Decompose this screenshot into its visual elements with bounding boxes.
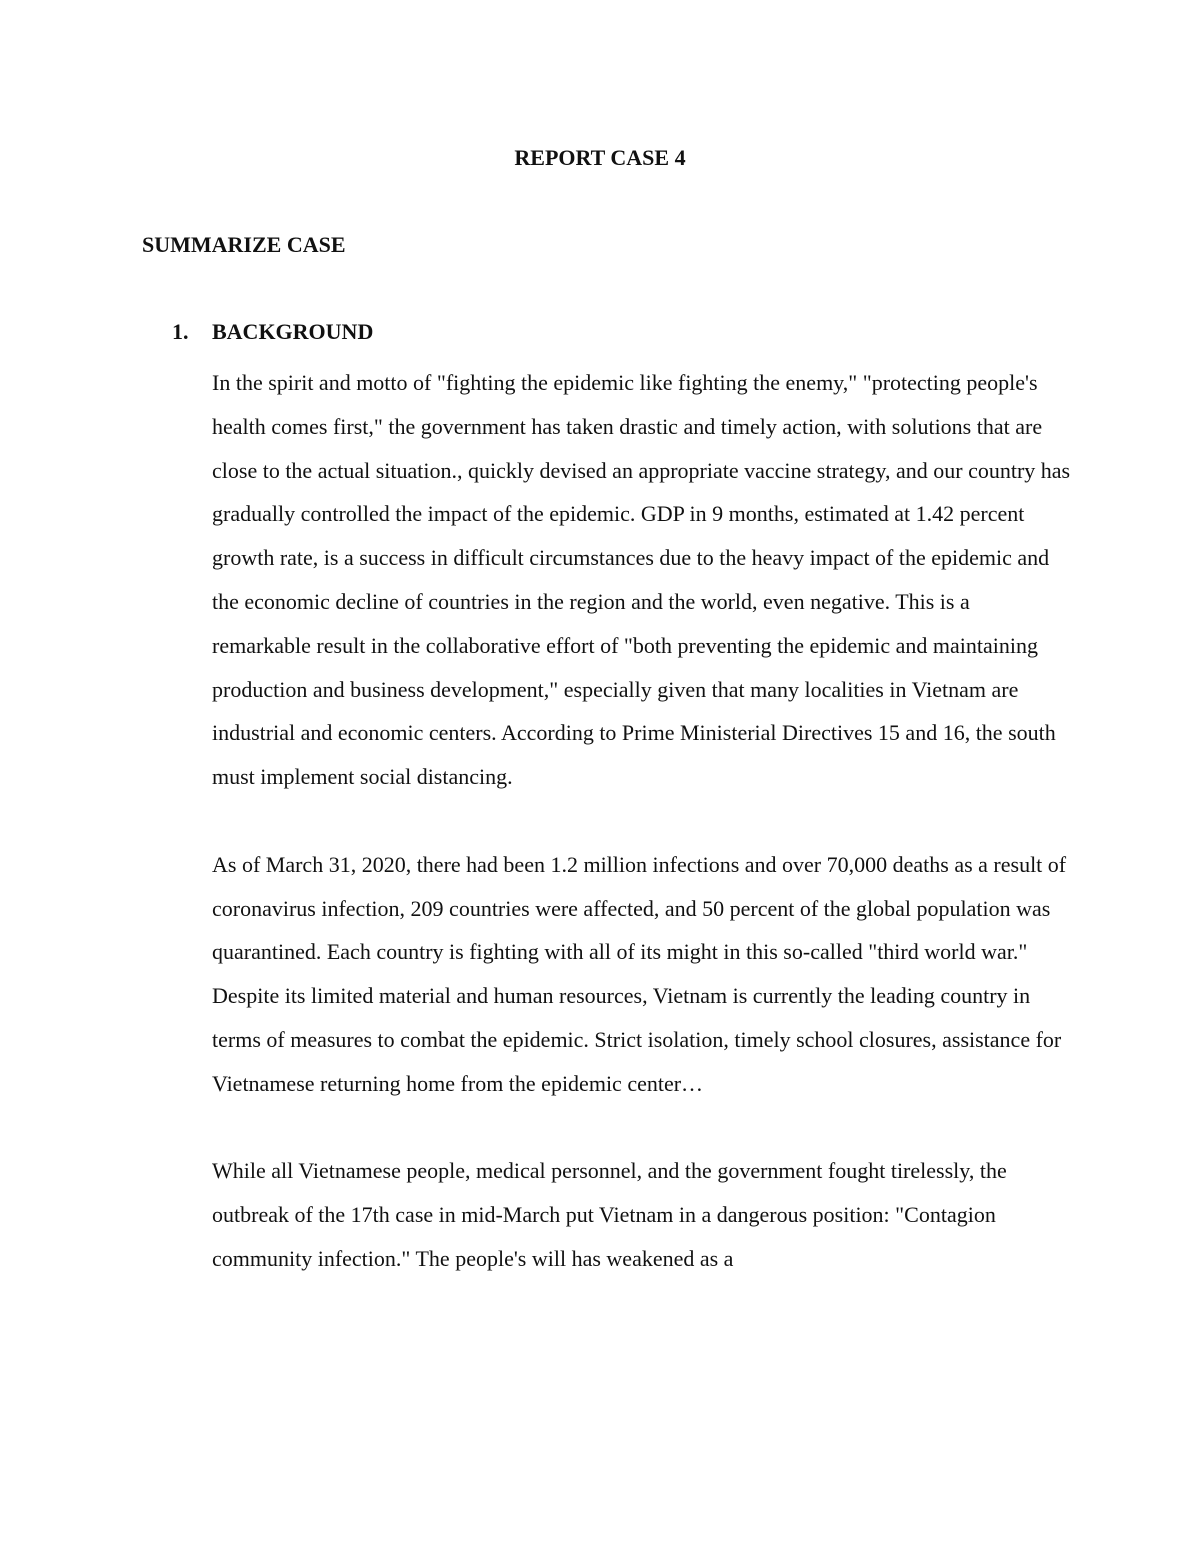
paragraph-1: In the spirit and motto of "fighting the epidemic like fighting the enemy," "protecting people's health comes first," the government has taken drastic and timely action, with solutions that are close to the actual situation., quickly devised an appropriate vaccine strategy, and our country has gradually controlled the impact of the epidemic. GDP in 9 months, estimated at 1.42 percent growth rate, is a success in difficult circumstances due to the heavy impact of the epidemic and the economic decline of countries in the region and the world, even negative. This is a remarkable result in the collaborative effort of "both preventing the epidemic and maintaining production and business development," especially given that many localities in Vietnam are industrial and economic centers. According to Prime Ministerial Directives 15 and 16, the south must implement social distancing. [212, 370, 1071, 790]
document-title: REPORT CASE 4 [514, 145, 686, 170]
body-text [212, 361, 1072, 1281]
subsection-heading [172, 316, 1072, 348]
paragraph-3: While all Vietnamese people, medical personnel, and the government fought tirelessly, the outbreak of the 17th case in mid-March put Vietnam in a dangerous position: "Contagion community infection." The people's will has weakened as a [212, 1158, 1007, 1271]
subsection-background [172, 316, 1072, 348]
subsection-title: BACKGROUND [212, 319, 374, 344]
subsection-number: 1. [172, 319, 189, 344]
section-heading: SUMMARIZE CASE [142, 232, 346, 257]
paragraph-2: As of March 31, 2020, there had been 1.2 million infections and over 70,000 deaths as a result of coronavirus infection, 209 countries were affected, and 50 percent of the global population was quarantined. Each country is fighting with all of its might in this so-called "third world war." Despite its limited material and human resources, Vietnam is currently the leading country in terms of measures to combat the epidemic. Strict isolation, timely school closures, assistance for Vietnamese returning home from the epidemic center… [212, 851, 1067, 1096]
